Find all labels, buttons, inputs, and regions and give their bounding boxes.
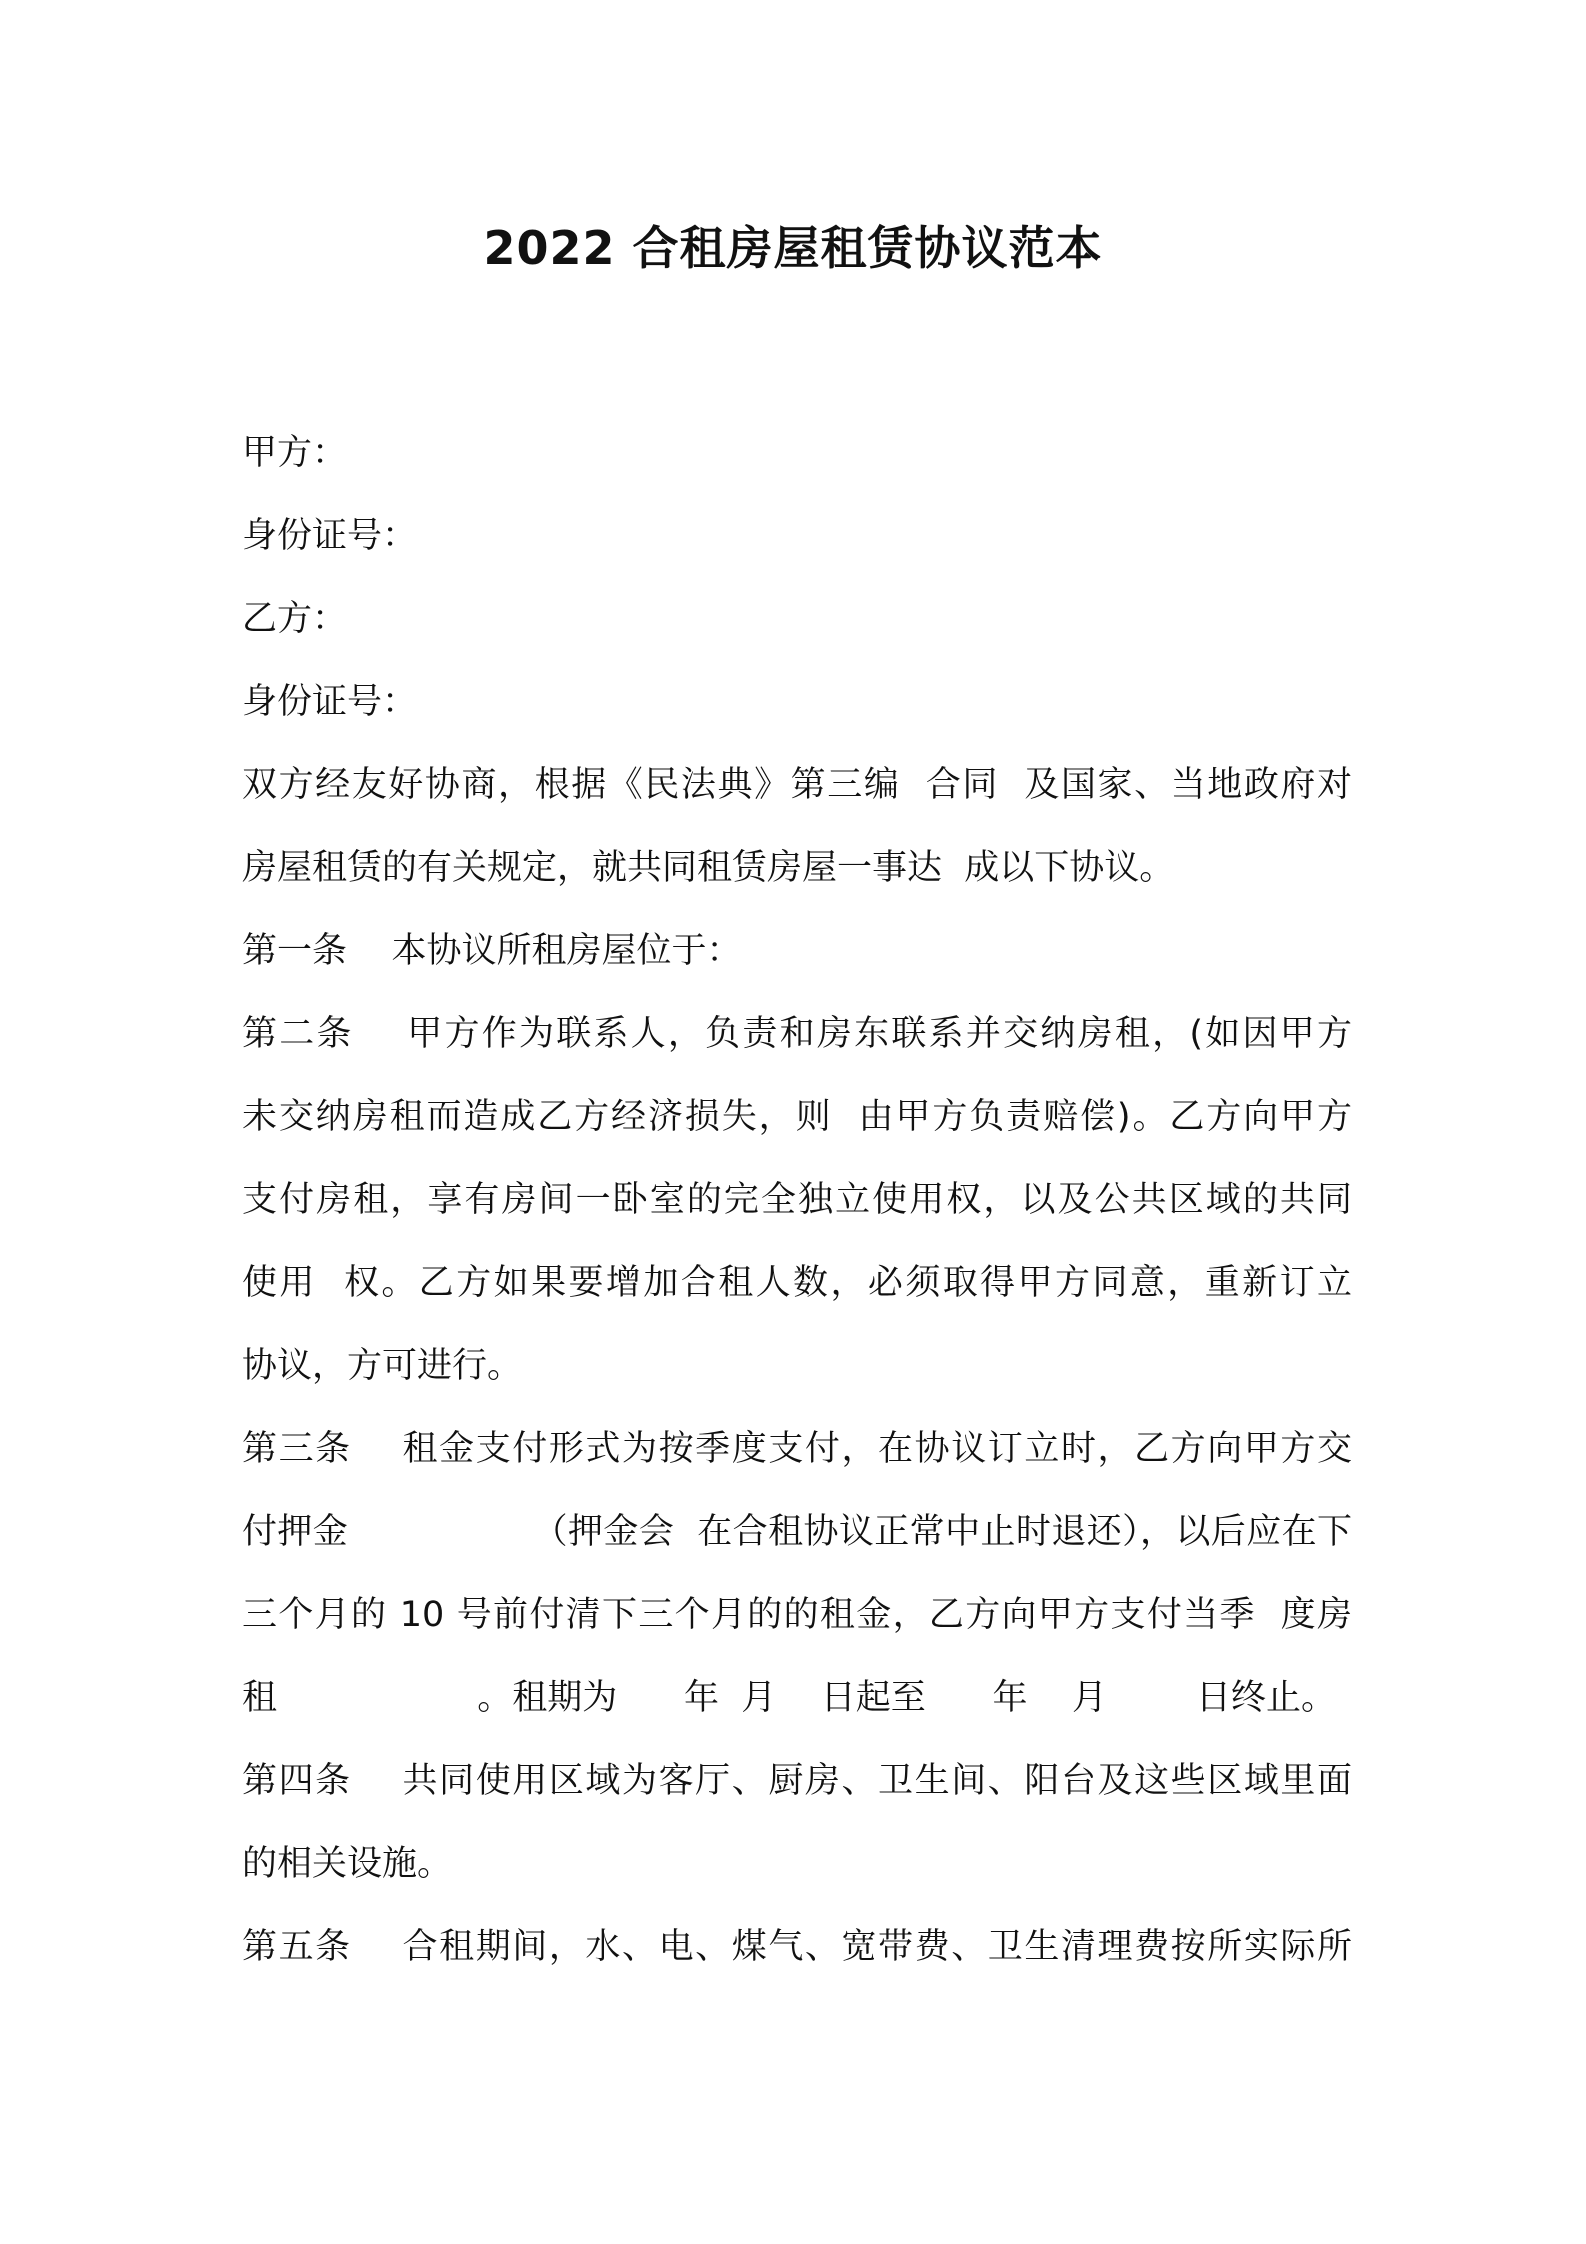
article-4-line-1: 第四条 共同使用区域为客厅、厨房、卫生间、阳台及这些区域里面 — [242, 1761, 1352, 1801]
article-3-line-1: 第三条 租金支付形式为按季度支付，在协议订立时，乙方向甲方交 — [242, 1429, 1352, 1469]
preamble-line-1: 双方经友好协商，根据《民法典》第三编 合同 及国家、当地政府对 — [242, 765, 1352, 805]
party-b-id-line: 身份证号： — [242, 682, 418, 722]
party-b-line: 乙方： — [242, 599, 348, 639]
article-1-line: 第一条 本协议所租房屋位于： — [242, 931, 742, 971]
article-2-line-4: 使用 权。乙方如果要增加合租人数，必须取得甲方同意，重新订立 — [242, 1263, 1352, 1303]
preamble-line-2: 房屋租赁的有关规定，就共同租赁房屋一事达 成以下协议。 — [242, 848, 1175, 888]
party-a-id-line: 身份证号： — [242, 516, 418, 556]
article-2-line-1: 第二条 甲方作为联系人，负责和房东联系并交纳房租，(如因甲方 — [242, 1014, 1352, 1054]
article-3-line-4: 租 。租期为 年 月 日起至 年 月 日终止。 — [242, 1678, 1337, 1718]
article-3-line-3: 三个月的 10 号前付清下三个月的的租金，乙方向甲方支付当季 度房 — [242, 1595, 1352, 1635]
document-body — [242, 412, 1352, 1989]
article-5-line-1: 第五条 合租期间，水、电、煤气、宽带费、卫生清理费按所实际所 — [242, 1927, 1352, 1967]
article-3-line-2: 付押金 （押金会 在合租协议正常中止时退还），以后应在下 — [242, 1512, 1352, 1552]
party-a-line: 甲方： — [242, 433, 348, 473]
document-title: 2022 合租房屋租赁协议范本 — [483, 221, 1103, 275]
article-2-line-5: 协议，方可进行。 — [242, 1346, 523, 1386]
article-2-line-3: 支付房租，享有房间一卧室的完全独立使用权，以及公共区域的共同 — [242, 1180, 1352, 1220]
article-4-line-2: 的相关设施。 — [242, 1844, 453, 1884]
article-2-line-2: 未交纳房租而造成乙方经济损失，则 由甲方负责赔偿)。乙方向甲方 — [242, 1097, 1352, 1137]
